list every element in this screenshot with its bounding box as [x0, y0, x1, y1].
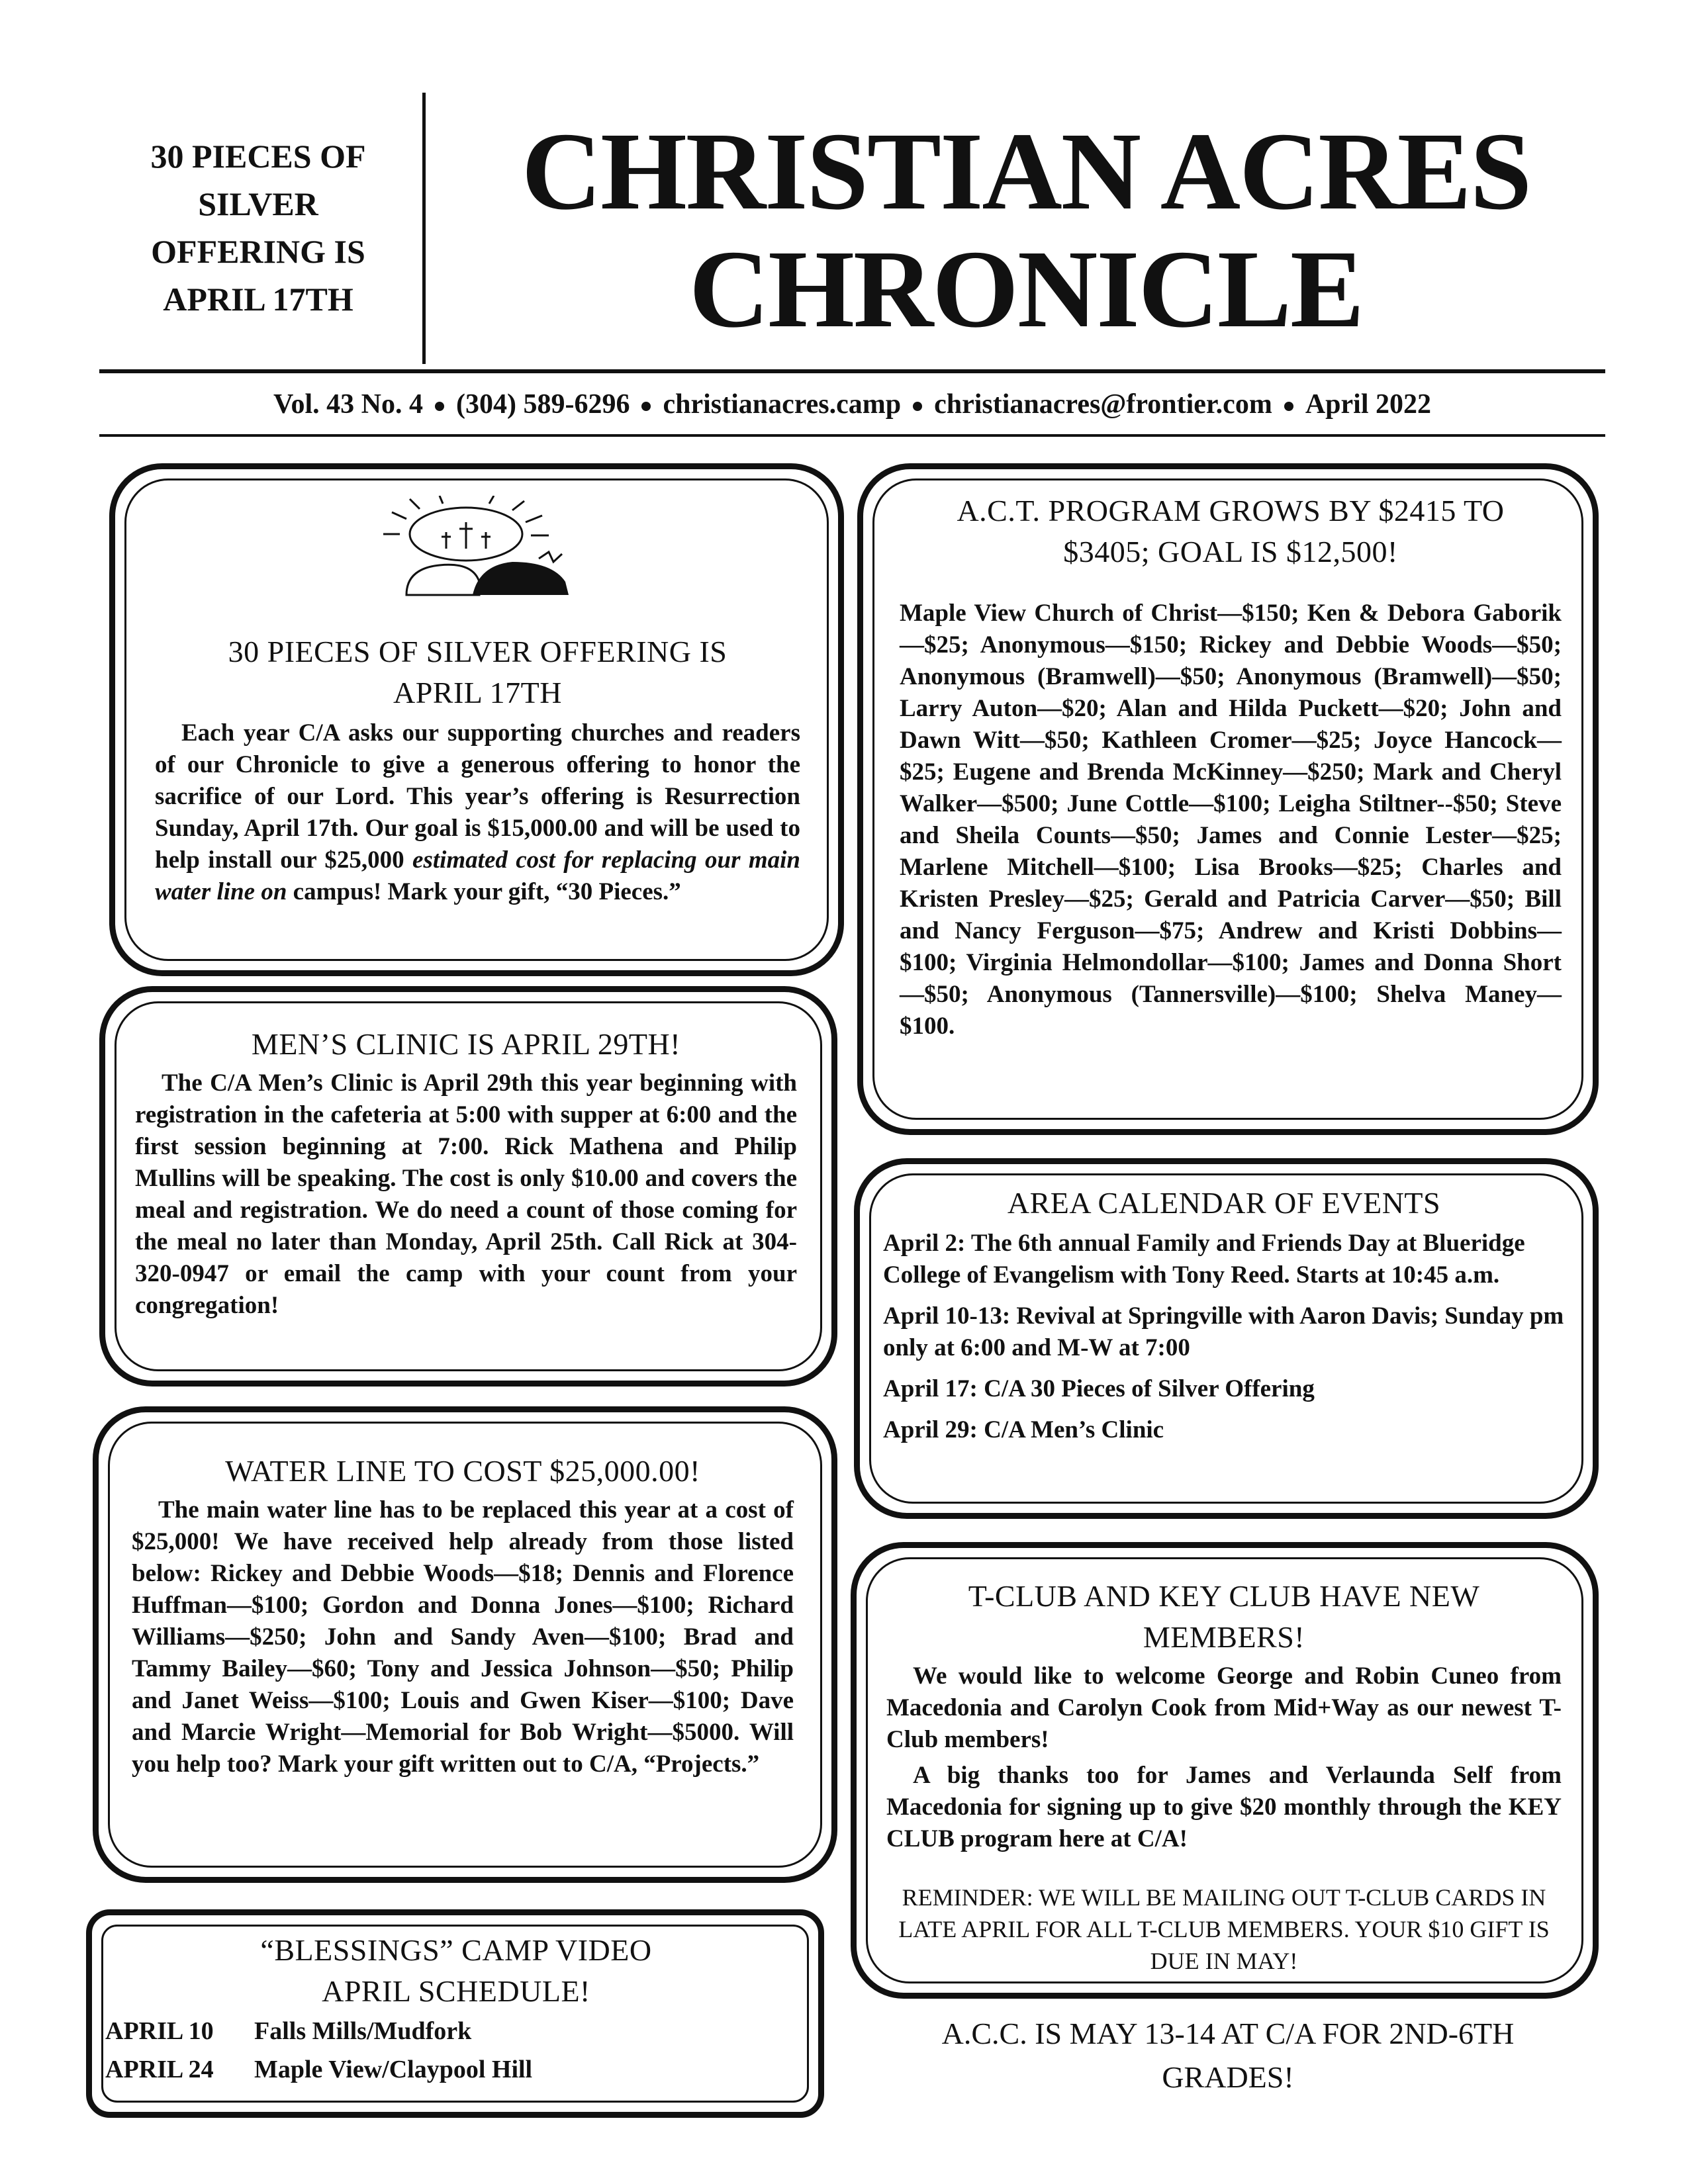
heading-line: “BLESSINGS” CAMP VIDEO: [260, 1933, 652, 1967]
offering-content: [155, 631, 800, 908]
email: christianacres@frontier.com: [934, 389, 1272, 420]
tclub-heading: [886, 1576, 1562, 1658]
calendar-content: [883, 1183, 1565, 1455]
water-line-article: [93, 1406, 837, 1883]
mens-clinic-body: The C/A Men’s Clinic is April 29th this year beginning with registration in the cafeteria at 5:00 with supper at 6:00 and the first session beginning at 7:00. Rick Mathena and Philip Mullins will be speaking. The cost is only $10.00 and covers the meal and registration. We do need a count of those coming for the meal no later than Monday, April 25th. Call Rick at 304-320-0947 or email the camp with your count from your congregation!: [135, 1069, 797, 1319]
offering-body: [155, 717, 800, 908]
heading-line: $3405; GOAL IS $12,500!: [1063, 535, 1398, 569]
schedule-row: [105, 2012, 807, 2050]
title-line-1: CHRISTIAN ACRES: [521, 110, 1531, 233]
tclub-welcome: We would like to welcome George and Robin Cuneo from Macedonia and Carolyn Cook from Mid+Way as our newest T-Club members!: [886, 1662, 1562, 1753]
masthead-rule-top: [99, 369, 1605, 373]
website: christianacres.camp: [663, 389, 902, 420]
title-line-2: CHRONICLE: [688, 228, 1364, 351]
water-line-heading: WATER LINE TO COST $25,000.00!: [225, 1454, 700, 1488]
bullet-icon: [641, 402, 651, 411]
volume-number: Vol. 43 No. 4: [273, 389, 423, 420]
video-schedule-article: [86, 1909, 824, 2118]
tclub-reminder: REMINDER: WE WILL BE MAILING OUT T-CLUB CARDS IN LATE APRIL FOR ALL T-CLUB MEMBERS. YOUR $10 GIFT IS DUE IN MAY!: [898, 1884, 1550, 1974]
calendar-event: April 17: C/A 30 Pieces of Silver Offering: [883, 1375, 1315, 1402]
water-line-body: The main water line has to be replaced this year at a cost of $25,000! We have received help already from those listed below: Rickey and Debbie Woods—$18; Dennis and Florence Huffman—$100; Gordon and Donna Jones—$100; Richard Williams—$250; John and Sandy Aven—$100; Brad and Tammy Bailey—$60; Tony and Jessica Johnson—$50; Philip and Janet Weiss—$100; Louis and Gwen Kiser—$100; Dave and Marcie Wright—Memorial for Bob Wright—$5000. Will you help too? Mark your gift written out to C/A, “Projects.”: [132, 1496, 794, 1778]
side-note-line: SILVER: [198, 185, 318, 222]
schedule-place: Falls Mills/Mudfork: [254, 2017, 472, 2045]
schedule-row: [105, 2050, 807, 2089]
bullet-icon: [1284, 402, 1293, 411]
schedule-place: Maple View/Claypool Hill: [254, 2056, 533, 2083]
side-note-line: OFFERING IS: [151, 233, 365, 270]
calendar-heading: AREA CALENDAR OF EVENTS: [1007, 1186, 1441, 1220]
calendar-article: [854, 1158, 1599, 1519]
side-note-line: 30 PIECES OF: [150, 138, 366, 175]
side-note-line: APRIL 17TH: [163, 281, 353, 318]
tclub-key-club: A big thanks too for James and Verlaunda Self from Macedonia for signing up to give $20 monthly through the KEY CLUB program here at C/A!: [886, 1762, 1562, 1852]
body-text-italic: estimated cost for replacing our main water line on: [155, 846, 800, 905]
water-line-content: [132, 1451, 794, 1780]
tclub-article: [851, 1542, 1599, 1999]
offering-article: [109, 463, 844, 976]
offering-heading: [155, 631, 800, 713]
side-note: [99, 132, 417, 323]
calendar-event: April 10-13: Revival at Springville with Aaron Davis; Sunday pm only at 6:00 and M-W at 7:00: [883, 1302, 1564, 1361]
bullet-icon: [435, 402, 444, 411]
empty-tomb-crosses-icon: [380, 496, 579, 602]
heading-line: 30 PIECES OF SILVER OFFERING IS: [228, 635, 727, 668]
masthead-rule-bottom: [99, 434, 1605, 437]
phone-number: (304) 589-6296: [455, 389, 630, 420]
heading-line: APRIL 17TH: [393, 676, 562, 709]
tclub-content: [886, 1576, 1562, 1977]
mens-clinic-content: [135, 1024, 797, 1322]
body-text: campus! Mark your gift, “30 Pieces.”: [287, 878, 681, 905]
bullet-icon: [913, 402, 922, 411]
heading-line: APRIL SCHEDULE!: [322, 1974, 590, 2008]
mens-clinic-article: [99, 986, 837, 1387]
video-heading: [105, 1930, 807, 2012]
masthead-divider: [422, 93, 426, 364]
schedule-date: APRIL 24: [105, 2056, 214, 2083]
masthead-info-line: [99, 379, 1605, 430]
heading-line: A.C.T. PROGRAM GROWS BY $2415 TO: [957, 494, 1505, 527]
mens-clinic-heading: MEN’S CLINIC IS APRIL 29TH!: [251, 1027, 681, 1061]
act-program-content: [900, 490, 1562, 1042]
act-program-heading: [900, 490, 1562, 572]
act-program-article: [857, 463, 1599, 1135]
announcement-line: GRADES!: [1162, 2060, 1294, 2094]
acc-announcement: [861, 2012, 1595, 2099]
heading-line: T-CLUB AND KEY CLUB HAVE NEW: [968, 1579, 1480, 1613]
video-schedule-content: [105, 1930, 807, 2089]
announcement-line: A.C.C. IS MAY 13-14 AT C/A FOR 2ND-6TH: [941, 2017, 1515, 2050]
calendar-event: April 29: C/A Men’s Clinic: [883, 1416, 1164, 1443]
act-program-donors: Maple View Church of Christ—$150; Ken & Debora Gaborik—$25; Anonymous—$150; Rickey and Debbie Woods—$50; Anonymous (Bramwell)—$50; Anonymous (Bramwell)—$50; Larry Auton—$20; Alan and Hilda Puckett—$20; John and Dawn Witt—$50; Kathleen Cromer—$25; Joyce Hancock—$25; Eugene and Brenda McKinney—$250; Mark and Cheryl Walker—$500; June Cottle—$100; Leigha Stiltner--$50; Steve and Sheila Counts—$50; James and Connie Lester—$25; Marlene Mitchell—$100; Lisa Brooks—$25; Charles and Kristen Presley—$25; Gerald and Patricia Carver—$50; Bill and Nancy Ferguson—$75; Andrew and Kristi Dobbins—$100; Virginia Helmondollar—$100; James and Donna Short—$50; Anonymous (Tannersville)—$100; Shelva Maney—$100.: [900, 600, 1562, 1040]
newsletter-title: [444, 110, 1609, 351]
body-text: Each year C/A asks our supporting churches and readers of our Chronicle to give a generous offering to honor the sacrifice of our Lord. This year’s offering is Resurrection Sunday, April 17th. Our goal is $15,000.00 and will be used to help install our $25,000: [155, 719, 800, 874]
schedule-date: APRIL 10: [105, 2017, 214, 2045]
heading-line: MEMBERS!: [1143, 1620, 1305, 1654]
calendar-event: April 2: The 6th annual Family and Friends Day at Blueridge College of Evangelism with Tony Reed. Starts at 10:45 a.m.: [883, 1230, 1525, 1289]
issue-date: April 2022: [1305, 389, 1431, 420]
